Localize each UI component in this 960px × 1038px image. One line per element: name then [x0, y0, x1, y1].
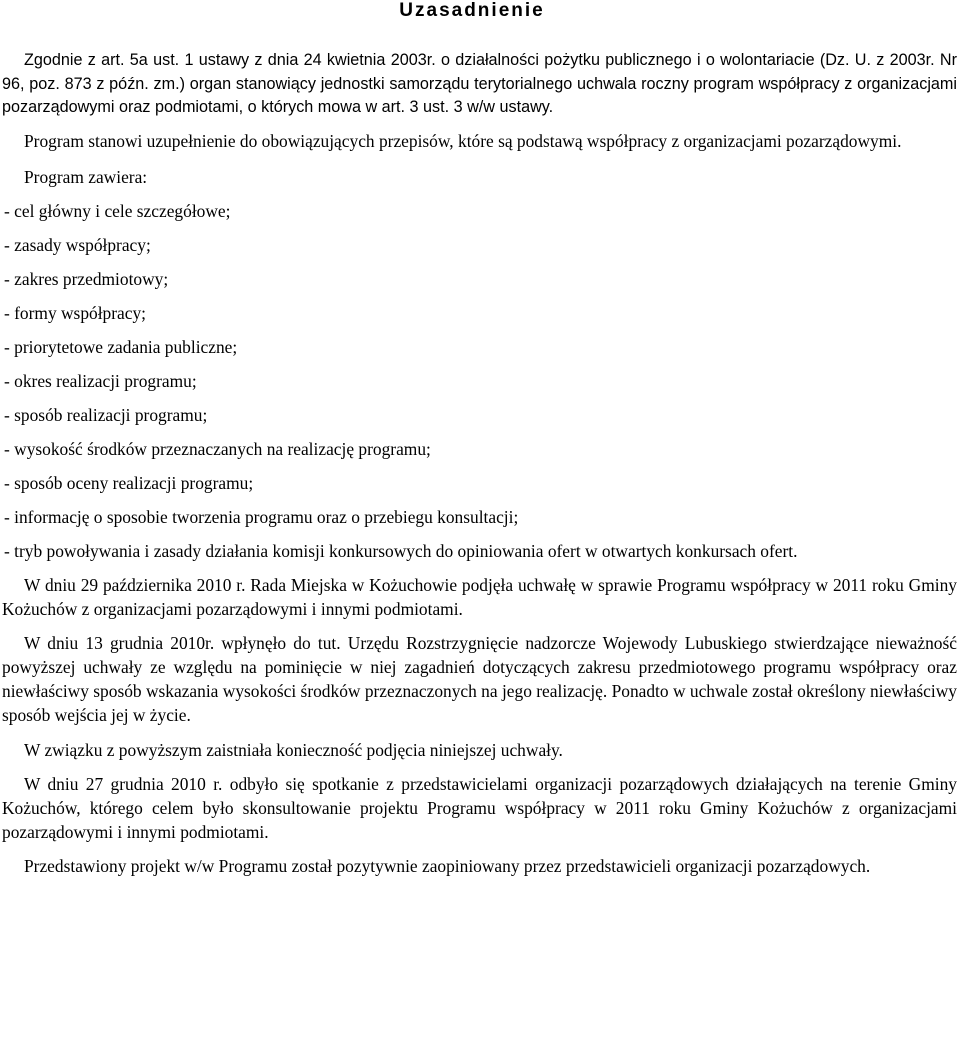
- paragraph-october-resolution: W dniu 29 października 2010 r. Rada Miejska w Kożuchowie podjęła uchwałę w sprawie Programu współpracy w 2011 roku Gminy Kożuchów z organizacjami pozarządowymi i innymi podmiotami.: [2, 574, 957, 619]
- paragraph-program-supplement: Program stanowi uzupełnienie do obowiązujących przepisów, które są podstawą współpracy z organizacjami pozarządowymi.: [24, 130, 902, 151]
- list-item: - okres realizacji programu;: [4, 370, 197, 391]
- list-item: - informację o sposobie tworzenia programu oraz o przebiegu konsultacji;: [4, 506, 519, 527]
- document-page: [2, 0, 957, 878]
- paragraph-legal-basis: Zgodnie z art. 5a ust. 1 ustawy z dnia 24 kwietnia 2003r. o działalności pożytku publicznego i o wolontariacie (Dz. U. z 2003r. Nr 96, poz. 873 z późn. zm.) organ stanowiący jednostki samorządu terytorialnego uchwala roczny program współpracy z organizacjami pozarządowymi oraz podmiotami, o których mowa w art. 3 ust. 3 w/w ustawy.: [2, 51, 957, 116]
- document-title: Uzasadnienie: [399, 0, 545, 21]
- program-contents-list: [2, 199, 957, 563]
- list-item: - priorytetowe zadania publiczne;: [4, 336, 238, 357]
- list-item: - sposób realizacji programu;: [4, 404, 208, 425]
- paragraph-program-intro: Program zawiera:: [24, 166, 148, 187]
- list-item: - sposób oceny realizacji programu;: [4, 472, 254, 493]
- paragraph-december-13: W dniu 13 grudnia 2010r. wpłynęło do tut. Urzędu Rozstrzygnięcie nadzorcze Wojewody Lubuskiego stwierdzające nieważność powyższej uchwały ze względu na pominięcie w niej zagadnień dotyczących zakresu przedmiotowego programu współpracy oraz niewłaściwy sposób wskazania wysokości środków przeznaczonych na jego realizację. Ponadto w uchwale został określony niewłaściwy sposób wejścia jej w życie.: [2, 632, 957, 725]
- list-item: - zasady współpracy;: [4, 234, 151, 255]
- paragraph-necessity: W związku z powyższym zaistniała konieczność podjęcia niniejszej uchwały.: [24, 739, 563, 760]
- list-item: - zakres przedmiotowy;: [4, 268, 169, 289]
- list-item: - tryb powoływania i zasady działania komisji konkursowych do opiniowania ofert w otwartych konkursach ofert.: [4, 540, 798, 561]
- paragraph-final-opinion: Przedstawiony projekt w/w Programu został pozytywnie zaopiniowany przez przedstawicieli organizacji pozarządowych.: [24, 855, 871, 876]
- list-item: - cel główny i cele szczegółowe;: [4, 200, 231, 221]
- list-item: - formy współpracy;: [4, 302, 146, 323]
- paragraph-december-27: W dniu 27 grudnia 2010 r. odbyło się spotkanie z przedstawicielami organizacji pozarządowych działających na terenie Gminy Kożuchów, którego celem było skonsultowanie projektu Programu współpracy w 2011 roku Gminy Kożuchów z organizacjami pozarządowymi i innymi podmiotami.: [2, 773, 957, 842]
- list-item: - wysokość środków przeznaczanych na realizację programu;: [4, 438, 431, 459]
